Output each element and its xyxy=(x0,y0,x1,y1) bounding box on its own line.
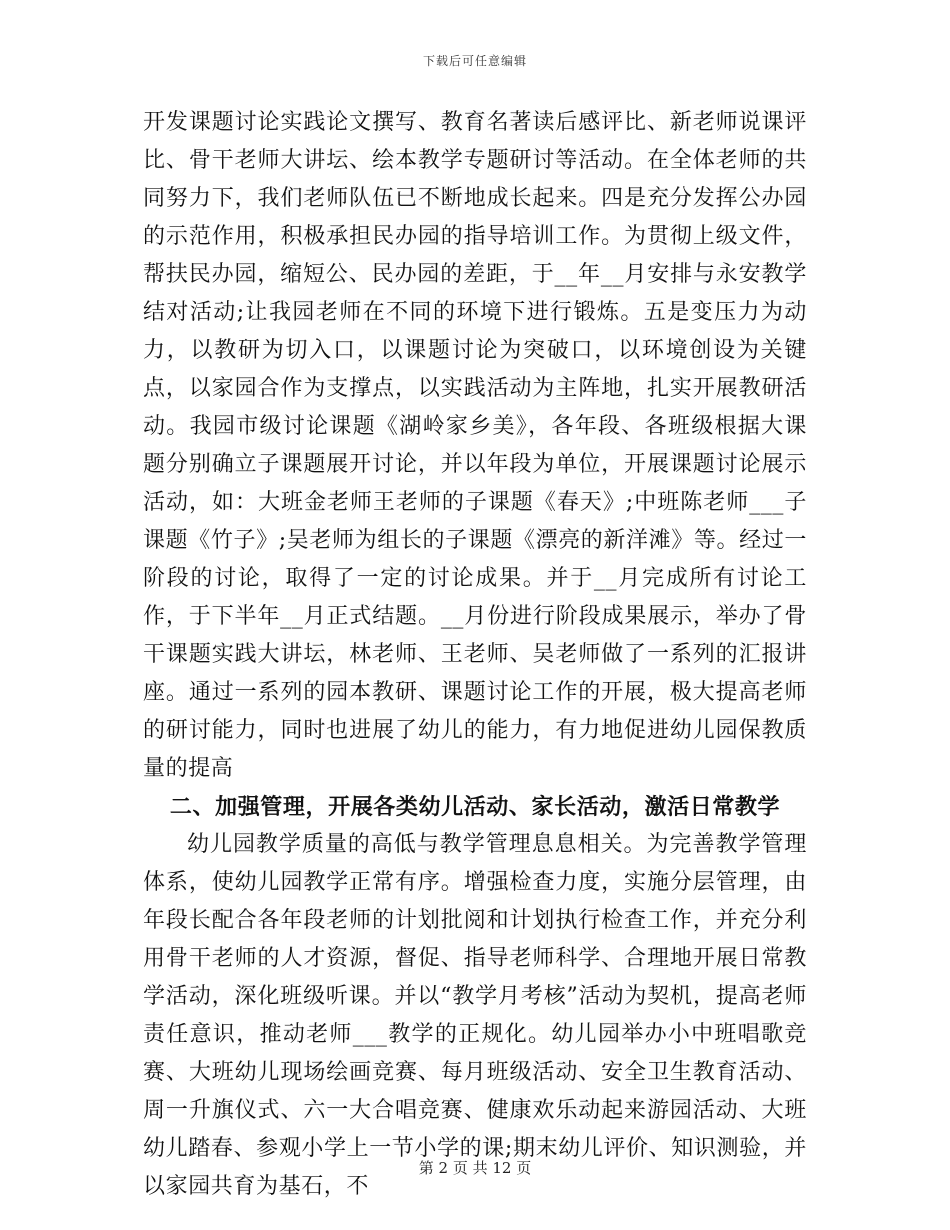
section-heading: 二、加强管理，开展各类幼儿活动、家长活动，激活日常教学 xyxy=(169,794,781,820)
body-paragraph-2: 幼儿园教学质量的高低与教学管理息息相关。为完善教学管理体系，使幼儿园教学正常有序。增强检查力度，实施分层管理，由年段长配合各年段老师的计划批阅和计划执行检查工作，并充分利用骨干老师的人才资源，督促、指导老师科学、合理地开展日常教学活动，深化班级听课。并以“教学月考核”活动为契机，提高老师责任意识，推动老师___教学的正规化。幼儿园举办小中班唱歌竞赛、大班幼儿现场绘画竞赛、每月班级活动、安全卫生教育活动、周一升旗仪式、六一大合唱竞赛、健康欢乐动起来游园活动、大班幼儿踏春、参观小学上一节小学的课;期末幼儿评价、知识测验，并以家园共育为基石，不 xyxy=(143,832,807,1199)
page-number: 第 2 页 共 12 页 xyxy=(418,1159,532,1177)
body-paragraph-1: 开发课题讨论实践论文撰写、教育名著读后感评比、新老师说课评比、骨干老师大讲坛、绘本教学专题研讨等活动。在全体老师的共同努力下，我们老师队伍已不断地成长起来。四是充分发挥公办园的示范作用，积极承担民办园的指导培训工作。为贯彻上级文件，帮扶民办园，缩短公、民办园的差距，于__年__月安排与永安教学结对活动;让我园老师在不同的环境下进行锻炼。五是变压力为动力，以教研为切入口，以课题讨论为突破口，以环境创设为关键点，以家园合作为支撑点，以实践活动为主阵地，扎实开展教研活动。我园市级讨论课题《湖岭家乡美》，各年段、各班级根据大课题分别确立子课题展开讨论，并以年段为单位，开展课题讨论展示活动，如：大班金老师王老师的子课题《春天》;中班陈老师___子课题《竹子》;吴老师为组长的子课题《漂亮的新洋滩》等。经过一阶段的讨论，取得了一定的讨论成果。并于__月完成所有讨论工作，于下半年__月正式结题。__月份进行阶段成果展示，举办了骨干课题实践大讲坛，林老师、王老师、吴老师做了一系列的汇报讲座。通过一系列的园本教研、课题讨论工作的开展，极大提高老师的研讨能力，同时也进展了幼儿的能力，有力地促进幼儿园保教质量的提高 xyxy=(143,110,807,781)
document-body xyxy=(143,104,807,1206)
page-header: 下载后可任意编辑 xyxy=(422,54,527,68)
